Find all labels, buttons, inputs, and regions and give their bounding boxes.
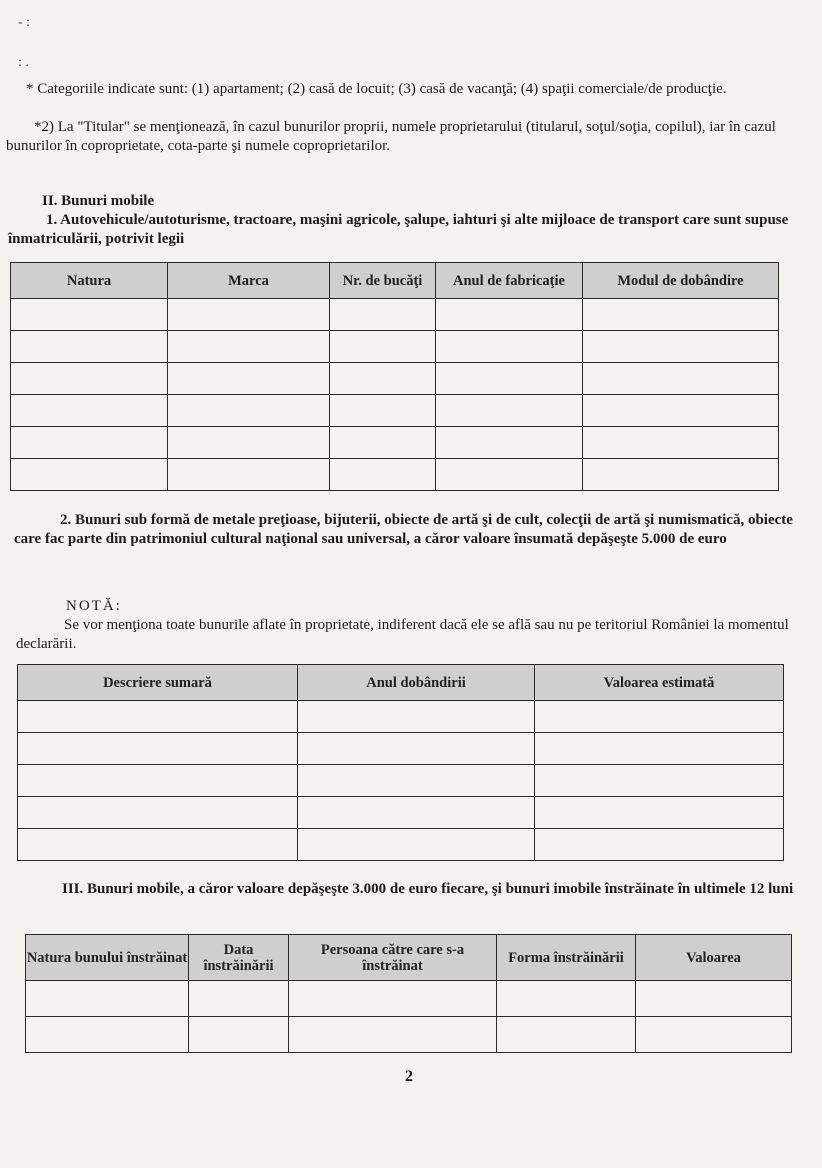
table-cell[interactable] xyxy=(11,363,168,395)
table-cell[interactable] xyxy=(168,459,330,491)
table-cell[interactable] xyxy=(11,427,168,459)
table-cell[interactable] xyxy=(330,299,436,331)
table-cell[interactable] xyxy=(583,331,779,363)
table-cell[interactable] xyxy=(298,733,535,765)
table-cell[interactable] xyxy=(11,459,168,491)
section-2-heading: II. Bunuri mobile xyxy=(42,193,155,209)
table-cell[interactable] xyxy=(11,331,168,363)
table-cell[interactable] xyxy=(168,363,330,395)
page-number: 2 xyxy=(405,1068,413,1085)
table-cell[interactable] xyxy=(168,427,330,459)
table-cell[interactable] xyxy=(497,1017,636,1053)
nota-text: Se vor menţiona toate bunurile aflate în proprietate, indiferent dacă ele se află sau nu pe teritoriul României la momentul declarării. xyxy=(16,617,789,652)
table-row xyxy=(11,427,779,459)
column-header: Anul de fabricaţie xyxy=(436,263,583,299)
table-cell[interactable] xyxy=(18,701,298,733)
table-cell[interactable] xyxy=(636,981,792,1017)
table-cell[interactable] xyxy=(535,829,784,861)
table-cell[interactable] xyxy=(583,299,779,331)
column-header: Natura xyxy=(11,263,168,299)
footnote-titular: *2) La "Titular" se menţionează, în cazul bunurilor proprii, numele proprietarului (titularul, soţul/soţia, copilul), iar în cazul bunurilor în coproprietate, cota-parte şi numele coproprietarilor. xyxy=(6,119,776,154)
section-2-1-title: 1. Autovehicule/autoturisme, tractoare, maşini agricole, şalupe, iahturi şi alte mijloace de transport care sunt supuse înmatriculării, potrivit legii xyxy=(8,212,789,247)
column-header: Natura bunului înstrăinat xyxy=(26,935,189,981)
table-cell[interactable] xyxy=(436,395,583,427)
table-row xyxy=(18,765,784,797)
table-cell[interactable] xyxy=(289,1017,497,1053)
table-cell[interactable] xyxy=(436,363,583,395)
table-cell[interactable] xyxy=(436,459,583,491)
table-cell[interactable] xyxy=(18,765,298,797)
table-header-row xyxy=(11,263,779,299)
table-cell[interactable] xyxy=(497,981,636,1017)
table-cell[interactable] xyxy=(26,981,189,1017)
table-cell[interactable] xyxy=(583,427,779,459)
table-cell[interactable] xyxy=(583,459,779,491)
column-header: Valoarea xyxy=(636,935,792,981)
table-row xyxy=(26,981,792,1017)
table-cell[interactable] xyxy=(535,765,784,797)
table-cell[interactable] xyxy=(298,765,535,797)
table-cell[interactable] xyxy=(535,797,784,829)
section-3-heading: III. Bunuri mobile, a căror valoare depăşeşte 3.000 de euro fiecare, şi bunuri imobile înstrăinate în ultimele 12 luni xyxy=(62,881,794,897)
table-cell[interactable] xyxy=(168,299,330,331)
table-cell[interactable] xyxy=(298,797,535,829)
scan-marks: - : : . xyxy=(18,15,31,70)
table-row xyxy=(11,395,779,427)
column-header: Descriere sumară xyxy=(18,665,298,701)
table-cell[interactable] xyxy=(583,363,779,395)
column-header: Valoarea estimată xyxy=(535,665,784,701)
table-row xyxy=(11,299,779,331)
table-cell[interactable] xyxy=(330,459,436,491)
table-cell[interactable] xyxy=(189,1017,289,1053)
nota-label: NOTĂ: xyxy=(66,598,122,614)
table-cell[interactable] xyxy=(168,395,330,427)
column-header: Persoana către care s-a înstrăinat xyxy=(289,935,497,981)
table-cell[interactable] xyxy=(298,829,535,861)
table-row xyxy=(18,733,784,765)
column-header: Nr. de bucăţi xyxy=(330,263,436,299)
table-cell[interactable] xyxy=(436,427,583,459)
table-cell[interactable] xyxy=(636,1017,792,1053)
section-2-2-title: 2. Bunuri sub formă de metale preţioase, bijuterii, obiecte de artă şi de cult, colecţii de artă şi numismatică, obiecte care fac parte din patrimoniul cultural naţional sau universal, a căror valoare însumată depăşeşte 5.000 de euro xyxy=(14,512,793,547)
table-cell[interactable] xyxy=(168,331,330,363)
column-header: Anul dobândirii xyxy=(298,665,535,701)
table-header-row xyxy=(18,665,784,701)
table-cell[interactable] xyxy=(330,363,436,395)
table-header-row xyxy=(26,935,792,981)
table-cell[interactable] xyxy=(298,701,535,733)
table-row xyxy=(11,459,779,491)
table-cell[interactable] xyxy=(18,797,298,829)
table-row xyxy=(18,829,784,861)
table-cell[interactable] xyxy=(535,701,784,733)
valuables-table xyxy=(17,664,784,861)
table-cell[interactable] xyxy=(583,395,779,427)
table-row xyxy=(11,363,779,395)
table-cell[interactable] xyxy=(11,299,168,331)
table-cell[interactable] xyxy=(18,829,298,861)
table-row xyxy=(18,701,784,733)
table-cell[interactable] xyxy=(330,331,436,363)
table-cell[interactable] xyxy=(26,1017,189,1053)
column-header: Forma înstrăinării xyxy=(497,935,636,981)
table-cell[interactable] xyxy=(189,981,289,1017)
table-cell[interactable] xyxy=(330,427,436,459)
table-row xyxy=(26,1017,792,1053)
table-cell[interactable] xyxy=(436,331,583,363)
column-header: Modul de dobândire xyxy=(583,263,779,299)
column-header: Data înstrăinării xyxy=(189,935,289,981)
table-cell[interactable] xyxy=(18,733,298,765)
column-header: Marca xyxy=(168,263,330,299)
table-row xyxy=(11,331,779,363)
table-cell[interactable] xyxy=(11,395,168,427)
footnote-categories: * Categoriile indicate sunt: (1) apartament; (2) casă de locuit; (3) casă de vacanţă; (4) spaţii comerciale/de producţie. xyxy=(26,81,727,97)
alienated-assets-table xyxy=(25,934,792,1053)
table-row xyxy=(18,797,784,829)
table-cell[interactable] xyxy=(436,299,583,331)
table-cell[interactable] xyxy=(289,981,497,1017)
table-cell[interactable] xyxy=(330,395,436,427)
table-cell[interactable] xyxy=(535,733,784,765)
vehicles-table xyxy=(10,262,779,491)
